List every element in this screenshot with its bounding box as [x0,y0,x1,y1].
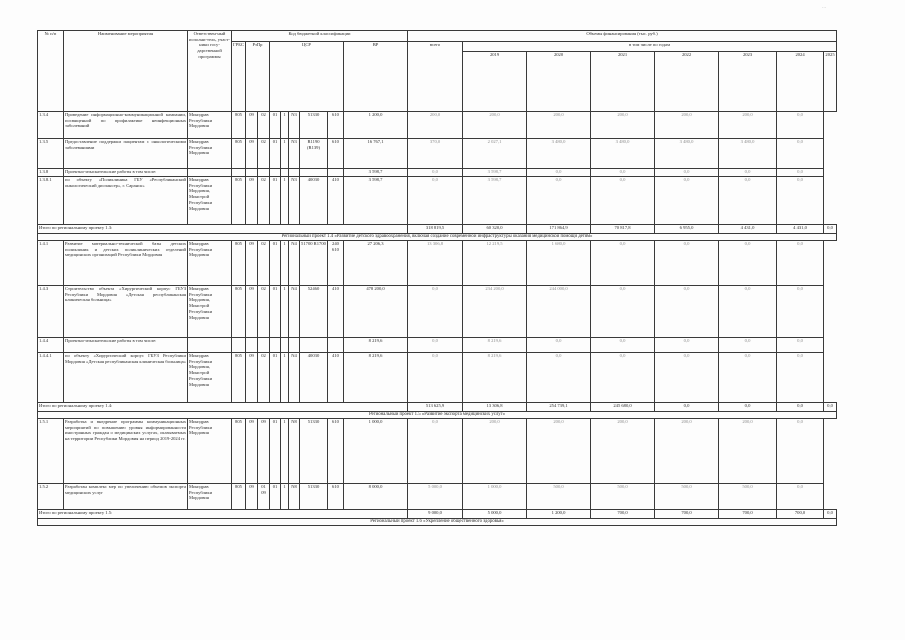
row-vr: 610 [328,139,344,169]
row-csr-subprogram: 1 [281,139,289,169]
total-year-value: 0,0 [777,403,824,412]
row-year-value: 0,0 [591,286,655,338]
row-year-value: 500,0 [591,484,655,510]
row-name: Проектно-изыскательские работы в том числе: [64,338,188,353]
total-year-value: 0,0 [719,403,777,412]
row-grbs [232,338,246,353]
row-responsible: Минздрав Республики Мордовия [188,139,232,169]
row-year-value: 0,0 [591,169,655,177]
row-year-value: 0,0 [591,353,655,403]
table-body [38,112,837,526]
row-year-value: 500,0 [527,484,591,510]
total-year-value: 254 739,1 [527,403,591,412]
row-csr-code: 51330 [300,112,328,139]
total-year-value: 0,0 [824,403,837,412]
total-year-value: 4 431,0 [777,225,824,234]
row-pr: 02 [258,112,270,139]
row-year-value: 0,0 [591,177,655,225]
row-num: 1.4.1 [38,241,64,286]
project-banner: Региональный проект 1.5 «Развитие экспорта медицинских услуг» [38,412,837,419]
row-rz: 09 [246,286,258,338]
header-year-2024: 2024 [777,52,824,112]
row-csr-project [289,338,300,353]
row-year-value: 200,0 [591,419,655,484]
row-csr-project: N8 [289,419,300,484]
row-year-value: 0,0 [591,338,655,353]
row-year-value: 0,0 [408,353,463,403]
header-year-2025: 2025 [824,52,837,112]
total-year-value: 70 817,8 [591,225,655,234]
row-year-value: 1 000,0 [463,484,527,510]
row-year-value: 3 480,0 [655,139,719,169]
row-csr-project: N8 [289,484,300,510]
row-year-value: 0,0 [777,112,824,139]
row-grbs: 805 [232,139,246,169]
row-csr-project: N3 [289,177,300,225]
row-num: 1.4.3 [38,286,64,338]
row-rz: 09 [246,353,258,403]
row-csr-subprogram: 1 [281,353,289,403]
row-year-value: 200,0 [719,112,777,139]
row-year-value: 0,0 [655,241,719,286]
row-csr-code: R1190 (R139) [300,139,328,169]
row-year-value: 0,0 [777,139,824,169]
row-year-value: 500,0 [655,484,719,510]
row-name: Проведение информационно-коммуникационной кампании, посвященной по профилактике неинфекционных заболеваний [64,112,188,139]
row-csr-program: 01 [270,177,281,225]
row-responsible: Минздрав Республики Мордовия [188,419,232,484]
corner-mark: ... [822,4,827,10]
row-total: 1 000,0 [344,419,408,484]
table-row [38,484,837,510]
row-responsible: Минздрав Республики Мордовия, Минстрой Республики Мордовия [188,286,232,338]
table-row [38,241,837,286]
row-csr-subprogram: 1 [281,419,289,484]
row-csr-code: 51330 [300,419,328,484]
row-year-value: 200,0 [655,419,719,484]
row-year-value: 0,0 [527,177,591,225]
row-num: 1.4.4 [38,338,64,353]
row-year-value: 0,0 [719,338,777,353]
row-csr-program: 01 [270,112,281,139]
row-vr: 410 [328,286,344,338]
row-year-value: 0,0 [527,338,591,353]
total-year-value: 0,0 [655,403,719,412]
header-by-years: в том числе по годам [463,42,837,52]
project-total-row [38,510,837,519]
row-total: 1 200,0 [344,112,408,139]
row-vr: 410 [328,177,344,225]
row-year-value: 0,0 [719,177,777,225]
row-rz: 09 [246,139,258,169]
row-year-value: 200,0 [527,112,591,139]
row-year-value: 200,0 [527,419,591,484]
table-row [38,112,837,139]
row-year-value: 0,0 [408,286,463,338]
row-year-value: 12 219,5 [463,241,527,286]
row-csr-project: N3 [289,139,300,169]
row-csr-project: N4 [289,286,300,338]
row-year-value: 500,0 [719,484,777,510]
row-rz [246,338,258,353]
total-year-value: 5 000,0 [463,510,527,519]
row-responsible [188,169,232,177]
row-grbs [232,169,246,177]
table-row [38,177,837,225]
total-year-value: 0,0 [824,510,837,519]
row-csr-subprogram: 1 [281,177,289,225]
row-grbs: 805 [232,484,246,510]
row-grbs: 805 [232,241,246,286]
row-year-value: 0,0 [719,241,777,286]
row-csr-code [300,169,328,177]
row-total: 478 200,0 [344,286,408,338]
row-year-value: 3 598,7 [463,169,527,177]
row-vr: 240 610 [328,241,344,286]
table-row [38,286,837,338]
total-year-value: 700,0 [591,510,655,519]
table-row [38,419,837,484]
total-label: Итого по региональному проекту 1.5: [38,510,408,519]
total-sum: 318 819,5 [408,225,463,234]
header-rzpr: РзПр [246,42,270,112]
row-total: 8 219,6 [344,338,408,353]
total-year-value: 700,0 [719,510,777,519]
total-year-value: 700,0 [777,510,824,519]
row-csr-program: 01 [270,419,281,484]
row-pr: 02 [258,286,270,338]
total-year-value: 4 431,0 [719,225,777,234]
row-csr-subprogram [281,338,289,353]
row-year-value: 0,0 [527,353,591,403]
total-year-value: 60 320,0 [463,225,527,234]
row-year-value: 0,0 [777,177,824,225]
row-csr-code: 40030 [300,177,328,225]
row-year-value: 0,0 [777,484,824,510]
row-year-value: 0,0 [719,286,777,338]
header-year-2019: 2019 [463,52,527,112]
row-vr: 610 [328,484,344,510]
row-num: 1.3.5 [38,139,64,169]
row-csr-code: 40030 [300,353,328,403]
row-year-value: 3 480,0 [591,139,655,169]
row-grbs: 805 [232,286,246,338]
row-year-value: 0,0 [719,169,777,177]
row-pr: 09 [258,419,270,484]
row-year-value: 0,0 [408,169,463,177]
row-csr-program [270,169,281,177]
row-csr-subprogram [281,169,289,177]
row-csr-code: 52460 [300,286,328,338]
row-pr: 02 [258,139,270,169]
row-csr-subprogram: 1 [281,484,289,510]
row-rz: 09 [246,241,258,286]
row-csr-code [300,338,328,353]
row-pr: 01 09 [258,484,270,510]
row-total: 3 598,7 [344,169,408,177]
row-rz: 09 [246,419,258,484]
total-label: Итого по региональному проекту 1.3: [38,225,408,234]
table-row [38,139,837,169]
row-year-value: 0,0 [655,338,719,353]
row-name: Разработан комплекс мер по увеличению объемов экспорта медицинских услуг [64,484,188,510]
row-year-value: 0,0 [777,241,824,286]
row-year-value: 0,0 [591,241,655,286]
row-year-value: 0,0 [777,169,824,177]
row-vr [328,338,344,353]
row-responsible: Минздрав Республики Мордовия [188,484,232,510]
row-grbs: 805 [232,419,246,484]
row-grbs: 805 [232,353,246,403]
row-csr-project: N3 [289,112,300,139]
row-total: 27 206,3 [344,241,408,286]
row-year-value: 0,0 [655,177,719,225]
total-year-value: 0,0 [824,225,837,234]
row-name: Разработка и внедрение программы коммуникационных мероприятий по повышению уровня информированности иностранных граждан о медицинских услугах, оказываемых на территории Республики Мордовия на период 2019-2024 гг. [64,419,188,484]
row-num: 1.4.4.1 [38,353,64,403]
row-year-value: 0,0 [408,419,463,484]
header-kbk: Код бюджетной классификации [232,31,408,42]
row-year-value: 0,0 [777,338,824,353]
row-num: 1.5.2 [38,484,64,510]
row-rz: 09 [246,112,258,139]
header-name: Наименование мероприятия [64,31,188,112]
row-csr-subprogram: 1 [281,112,289,139]
row-vr: 610 [328,419,344,484]
row-num: 1.3.8 [38,169,64,177]
row-csr-program [270,338,281,353]
row-num: 1.5.1 [38,419,64,484]
header-vr: ВР [344,42,408,112]
row-grbs: 805 [232,177,246,225]
row-year-value: 0,0 [777,419,824,484]
row-rz [246,169,258,177]
row-year-value: 0,0 [655,169,719,177]
row-year-value: 0,0 [777,286,824,338]
row-pr [258,338,270,353]
row-csr-code: 51700 R1700 [300,241,328,286]
row-pr: 02 [258,177,270,225]
total-year-value: 171 864,9 [527,225,591,234]
header-csr: ЦСР [270,42,344,112]
row-name: Предоставление поддержки пациентам с онкологическими заболеваниями [64,139,188,169]
project-banner-row [38,519,837,526]
row-total: 16 767,1 [344,139,408,169]
row-responsible: Минздрав Республики Мордовия [188,112,232,139]
row-csr-program: 01 [270,139,281,169]
row-year-value: 8 219,6 [463,338,527,353]
row-year-value: 0,0 [527,169,591,177]
header-year-2020: 2020 [527,52,591,112]
row-year-value: 200,0 [463,112,527,139]
row-total: 8 000,0 [344,484,408,510]
project-total-row [38,403,837,412]
row-pr [258,169,270,177]
header-finance: Объемы финансирования (тыс. руб.) [408,31,837,42]
header-year-2022: 2022 [655,52,719,112]
header-num: № п/п [38,31,64,112]
row-pr: 02 [258,353,270,403]
total-year-value: 6 955,0 [655,225,719,234]
row-year-value: 0,0 [719,353,777,403]
row-pr: 02 [258,241,270,286]
budget-table [37,30,837,526]
row-year-value: 0,0 [777,353,824,403]
row-year-value: 200,0 [719,419,777,484]
table-row [38,169,837,177]
row-year-value: 200,0 [408,112,463,139]
row-csr-program: 01 [270,484,281,510]
total-sum: 9 000,0 [408,510,463,519]
row-rz: 09 [246,177,258,225]
total-sum: 513 625,9 [408,403,463,412]
row-year-value: 0,0 [655,353,719,403]
row-csr-subprogram: 1 [281,241,289,286]
row-name: Строительство объекта «Хирургический корпус ГБУЗ Республики Мордовия «Детская республиканская клиническая больница» [64,286,188,338]
row-num: 1.3.4 [38,112,64,139]
row-year-value: 0,0 [655,286,719,338]
total-year-value: 700,0 [655,510,719,519]
row-year-value: 0,0 [408,338,463,353]
row-year-value: 8 219,6 [463,353,527,403]
header-total: всего [408,42,463,112]
row-csr-program: 01 [270,286,281,338]
row-year-value: 3 480,0 [719,139,777,169]
total-year-value: 1 200,0 [527,510,591,519]
project-banner: Региональный проект 1.4 «Развитие детского здравоохранения, включая создание современной инфраструктуры оказания медицинской помощи детям» [38,234,837,241]
row-rz: 09 [246,484,258,510]
total-year-value: 245 680,0 [591,403,655,412]
row-year-value: 234 200,0 [463,286,527,338]
header-year-2023: 2023 [719,52,777,112]
row-year-value: 370,0 [408,139,463,169]
row-year-value: 1 680,0 [527,241,591,286]
row-grbs: 805 [232,112,246,139]
row-csr-project: N4 [289,353,300,403]
row-name: по объекту «Поликлиника ГБУ «Республиканский онкологический диспансер», г. Саранск» [64,177,188,225]
project-banner-row [38,234,837,241]
row-responsible: Минздрав Республики Мордовия [188,241,232,286]
row-vr: 410 [328,353,344,403]
table-header [38,31,837,112]
row-year-value: 200,0 [655,112,719,139]
row-year-value: 200,0 [591,112,655,139]
row-year-value: 5 000,0 [408,484,463,510]
table-row [38,353,837,403]
row-year-value: 0,0 [408,177,463,225]
row-name: Развитие материально-технической базы детских поликлиник и детских поликлинических отделений медицинских организаций Республики Мордовия [64,241,188,286]
row-name: Проектно-изыскательские работы в том числе: [64,169,188,177]
row-csr-project [289,169,300,177]
header-responsible: Ответствен-ный исполни-тель, участ-ники госу-дарственной программы [188,31,232,112]
row-year-value: 200,0 [463,419,527,484]
row-csr-program: 01 [270,241,281,286]
row-csr-code: 51330 [300,484,328,510]
row-csr-project: N4 [289,241,300,286]
row-year-value: 3 480,0 [527,139,591,169]
row-responsible: Минздрав Республики Мордовия, Минстрой Республики Мордовия [188,353,232,403]
row-year-value: 244 000,0 [527,286,591,338]
header-year-2021: 2021 [591,52,655,112]
row-year-value: 13 306,8 [408,241,463,286]
row-total: 3 598,7 [344,177,408,225]
row-num: 1.3.8.1 [38,177,64,225]
row-name: по объекту «Хирургический корпус ГБУЗ Республики Мордовия «Детская республиканская клиническая больница» [64,353,188,403]
row-csr-subprogram: 1 [281,286,289,338]
row-total: 8 219,6 [344,353,408,403]
row-vr: 610 [328,112,344,139]
row-csr-program: 01 [270,353,281,403]
table-row [38,338,837,353]
project-banner-row [38,412,837,419]
row-year-value: 2 027,1 [463,139,527,169]
row-responsible: Минздрав Республики Мордовия, Минстрой Республики Мордовия [188,177,232,225]
project-banner: Региональный проект 1.6 «Укрепление общественного здоровья» [38,519,837,526]
project-total-row [38,225,837,234]
row-year-value: 3 598,7 [463,177,527,225]
total-label: Итого по региональному проекту 1.4: [38,403,408,412]
header-grbs: ГРБС [232,42,246,112]
row-responsible [188,338,232,353]
total-year-value: 13 306,8 [463,403,527,412]
row-vr [328,169,344,177]
